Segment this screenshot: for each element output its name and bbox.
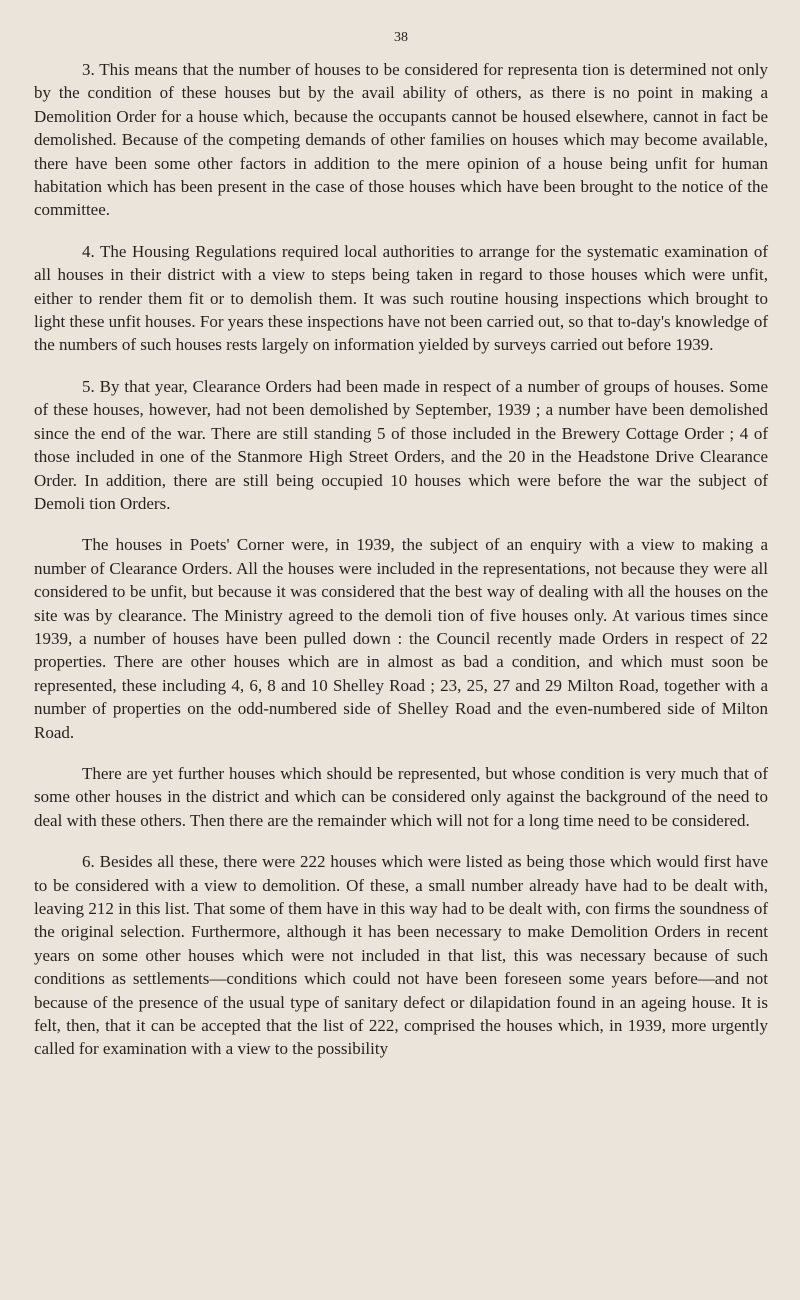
paragraph-5: 5. By that year, Clearance Orders had been made in respect of a number of groups of houses. Some of these houses, however, had not been demolished by September, 1939 ; a number have been demolished since the end of the war. There are still standing 5 of those included in the Brewery Cottage Order ; 4 of those included in one of the Stanmore High Street Orders, and the 20 in the Headstone Drive Clearance Order. In addition, there are still being occupied 10 houses which were before the war the subject of Demoli tion Orders. — [34, 376, 768, 513]
paragraph-poets-corner: The houses in Poets' Corner were, in 1939, the subject of an enquiry with a view to making a number of Clearance Orders. All the houses were included in the representations, not because they were all considered to be unfit, but because it was considered that the best way of dealing with all the houses on the site was by clearance. The Ministry agreed to the demoli tion of five houses only. At various times since 1939, a number of houses have been pulled down : the Council recently made Orders in respect of 22 properties. There are other houses which are in almost as bad a condition, and which must soon be represented, these including 4, 6, 8 and 10 Shelley Road ; 23, 25, 27 and 29 Milton Road, together with a number of properties on the odd-numbered side of Shelley Road and the even-numbered side of Milton Road. — [34, 535, 768, 742]
paragraph-4: 4. The Housing Regulations required local authorities to arrange for the systematic examination of all houses in their district with a view to steps being taken in regard to those houses which were unfit, either to render them fit or to demolish them. It was such routine housing inspections which brought to light these unfit houses. For years these inspections have not been carried out, so that to-day's knowledge of the numbers of such houses rests largely on information yielded by surveys carried out before 1939. — [34, 241, 768, 355]
page-number: 38 — [394, 30, 408, 45]
paragraph-6: 6. Besides all these, there were 222 houses which were listed as being those which would first have to be considered with a view to demolition. Of these, a small number already have had to be dealt with, leaving 212 in this list. That some of them have in this way had to be dealt with, con firms the soundness of the original selection. Furthermore, although it has been necessary to make Demolition Orders in recent years on some other houses which were not included in that list, this was necessary because of such conditions as settlements—conditions which could not have been foreseen some years before—and not because of the presence of the usual type of sanitary defect or dilapidation found in an ageing house. It is felt, then, that it can be accepted that the list of 222, comprised the houses which, in 1939, more urgently called for examination with a view to the possibility — [34, 852, 768, 1059]
paragraph-3: 3. This means that the number of houses to be considered for representa tion is determined not only by the condition of these houses but by the avail ability of others, as there is no point in making a Demolition Order for a house which, because the occupants cannot be housed elsewhere, cannot in fact be demolished. Because of the competing demands of other families on houses which may become available, there have been some other factors in addition to the mere opinion of a house being unfit for human habitation which has been present in the case of those houses which have been brought to the notice of the committee. — [34, 60, 768, 220]
paragraph-further-houses: There are yet further houses which should be represented, but whose condition is very much that of some other houses in the district and which can be considered only against the background of the need to deal with these others. Then there are the remainder which will not for a long time need to be considered. — [34, 763, 768, 830]
